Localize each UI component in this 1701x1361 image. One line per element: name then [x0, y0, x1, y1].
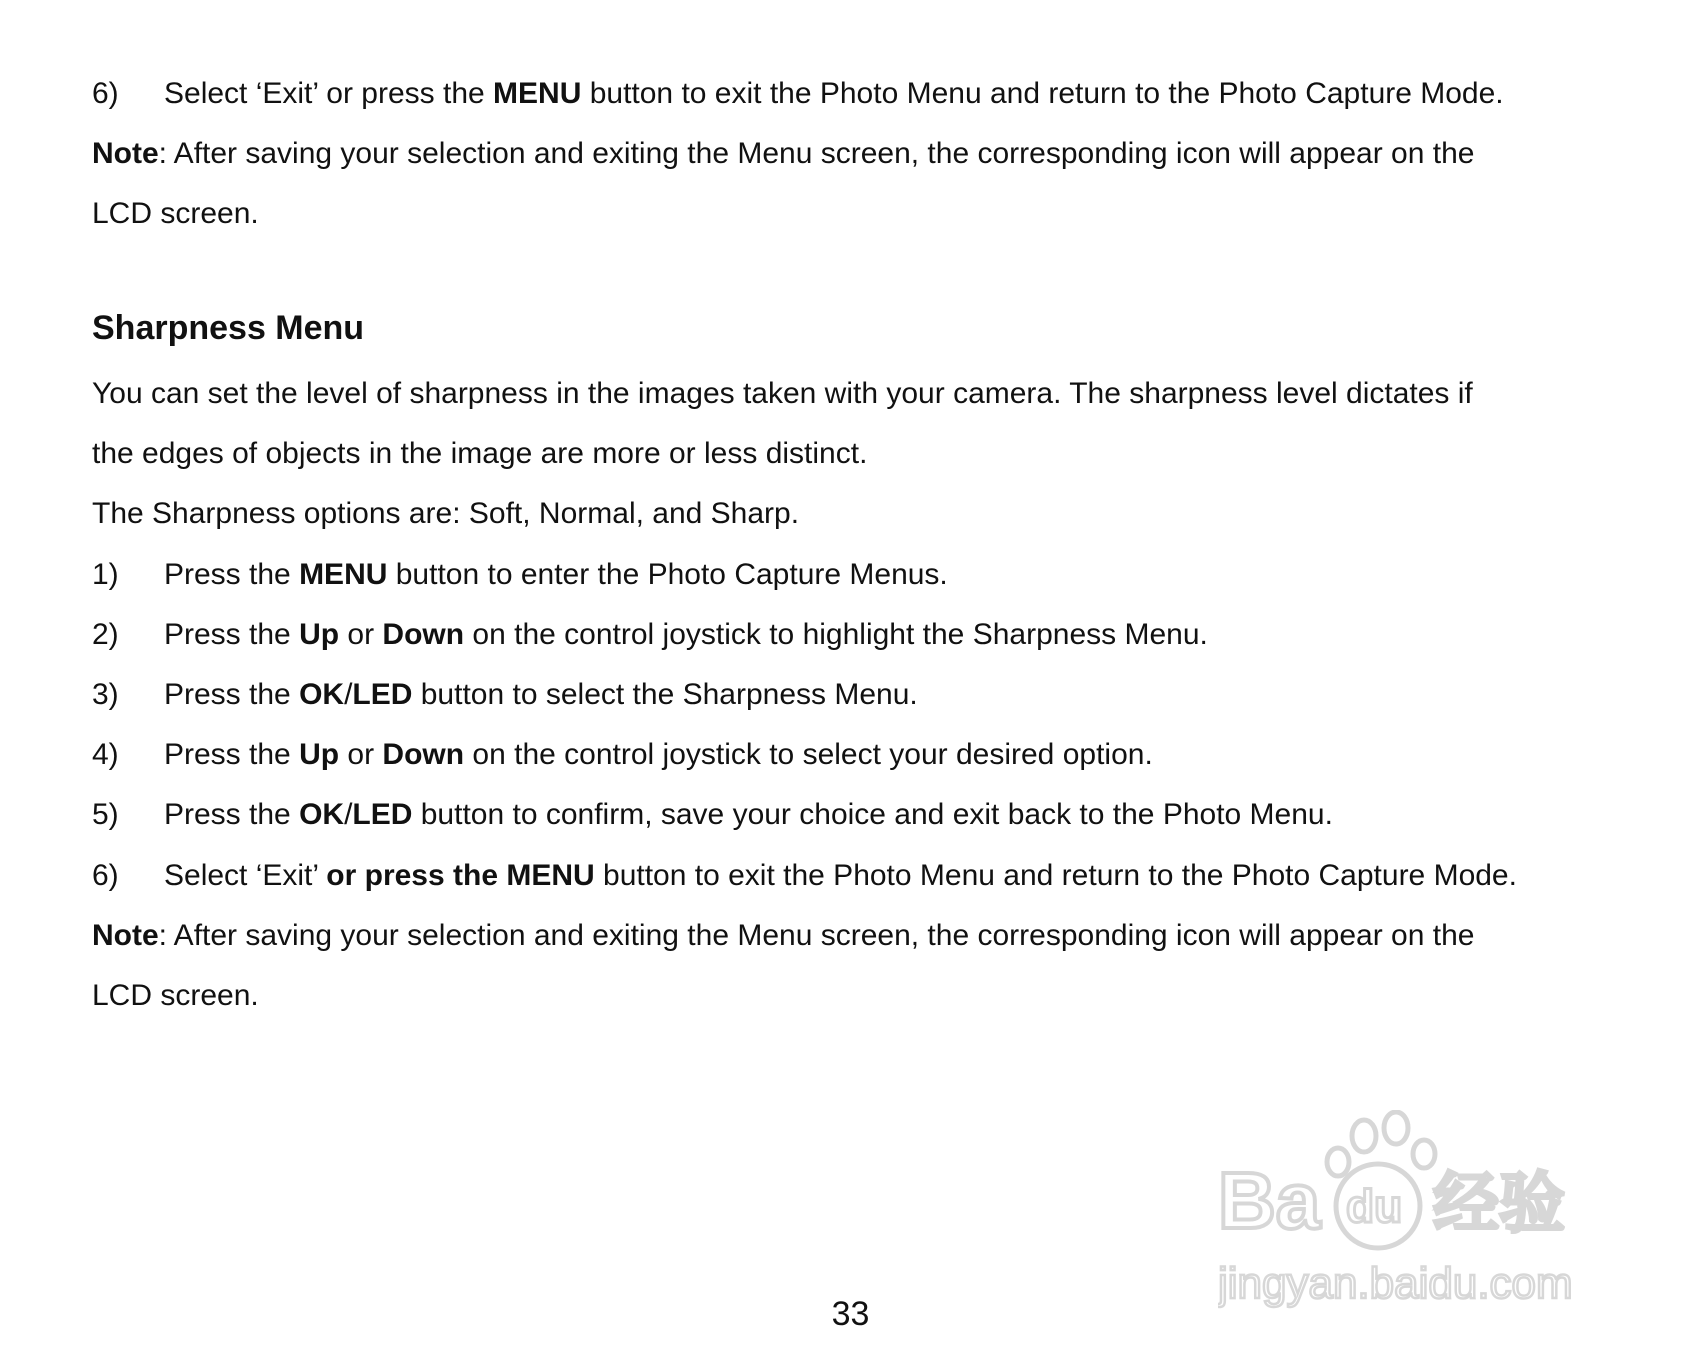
brand-cn-text: 经验	[1433, 1166, 1565, 1240]
note-label: Note	[92, 137, 159, 170]
watermark-url: jingyan.baidu.com	[1218, 1259, 1573, 1308]
note-top-line2: LCD screen.	[92, 197, 259, 230]
sharpness-step-5: 5) Press the OK/LED button to confirm, save your choice and exit back to the Photo Menu.	[92, 795, 1333, 835]
sharpness-options: The Sharpness options are: Soft, Normal, and Sharp.	[92, 497, 800, 530]
step-number: 5)	[92, 798, 119, 831]
step-number: 6)	[92, 77, 119, 110]
sharpness-menu-heading: Sharpness Menu	[92, 309, 365, 347]
page-number: 33	[831, 1295, 870, 1333]
brand-left-text: Ba	[1218, 1156, 1321, 1245]
sharpness-intro-line2: the edges of objects in the image are more or less distinct.	[92, 437, 868, 470]
note-bottom-line2: LCD screen.	[92, 979, 259, 1012]
step-number: 2)	[92, 618, 119, 651]
brand-right-text: du	[1346, 1180, 1403, 1232]
step-number: 4)	[92, 738, 119, 771]
sharpness-intro-line1: You can set the level of sharpness in the images taken with your camera. The sharpness level dictates if	[92, 377, 1473, 410]
sharpness-step-4: 4) Press the Up or Down on the control joystick to select your desired option.	[92, 735, 1153, 775]
note-top-line1: Note: After saving your selection and exiting the Menu screen, the corresponding icon will appear on the	[92, 137, 1475, 170]
step-6-top: 6) Select ‘Exit’ or press the MENU button to exit the Photo Menu and return to the Photo Capture Mode.	[92, 74, 1504, 114]
step-number: 3)	[92, 678, 119, 711]
note-label: Note	[92, 919, 159, 952]
sharpness-step-3: 3) Press the OK/LED button to select the Sharpness Menu.	[92, 675, 918, 715]
menu-keyword: MENU	[493, 77, 582, 110]
sharpness-step-6: 6) Select ‘Exit’ or press the MENU button to exit the Photo Menu and return to the Photo Capture Mode.	[92, 856, 1517, 896]
step-number: 1)	[92, 558, 119, 591]
note-bottom-line1: Note: After saving your selection and exiting the Menu screen, the corresponding icon will appear on the	[92, 919, 1475, 952]
sharpness-step-2: 2) Press the Up or Down on the control joystick to highlight the Sharpness Menu.	[92, 615, 1208, 655]
sharpness-step-1: 1) Press the MENU button to enter the Photo Capture Menus.	[92, 555, 948, 595]
step-number: 6)	[92, 859, 119, 892]
